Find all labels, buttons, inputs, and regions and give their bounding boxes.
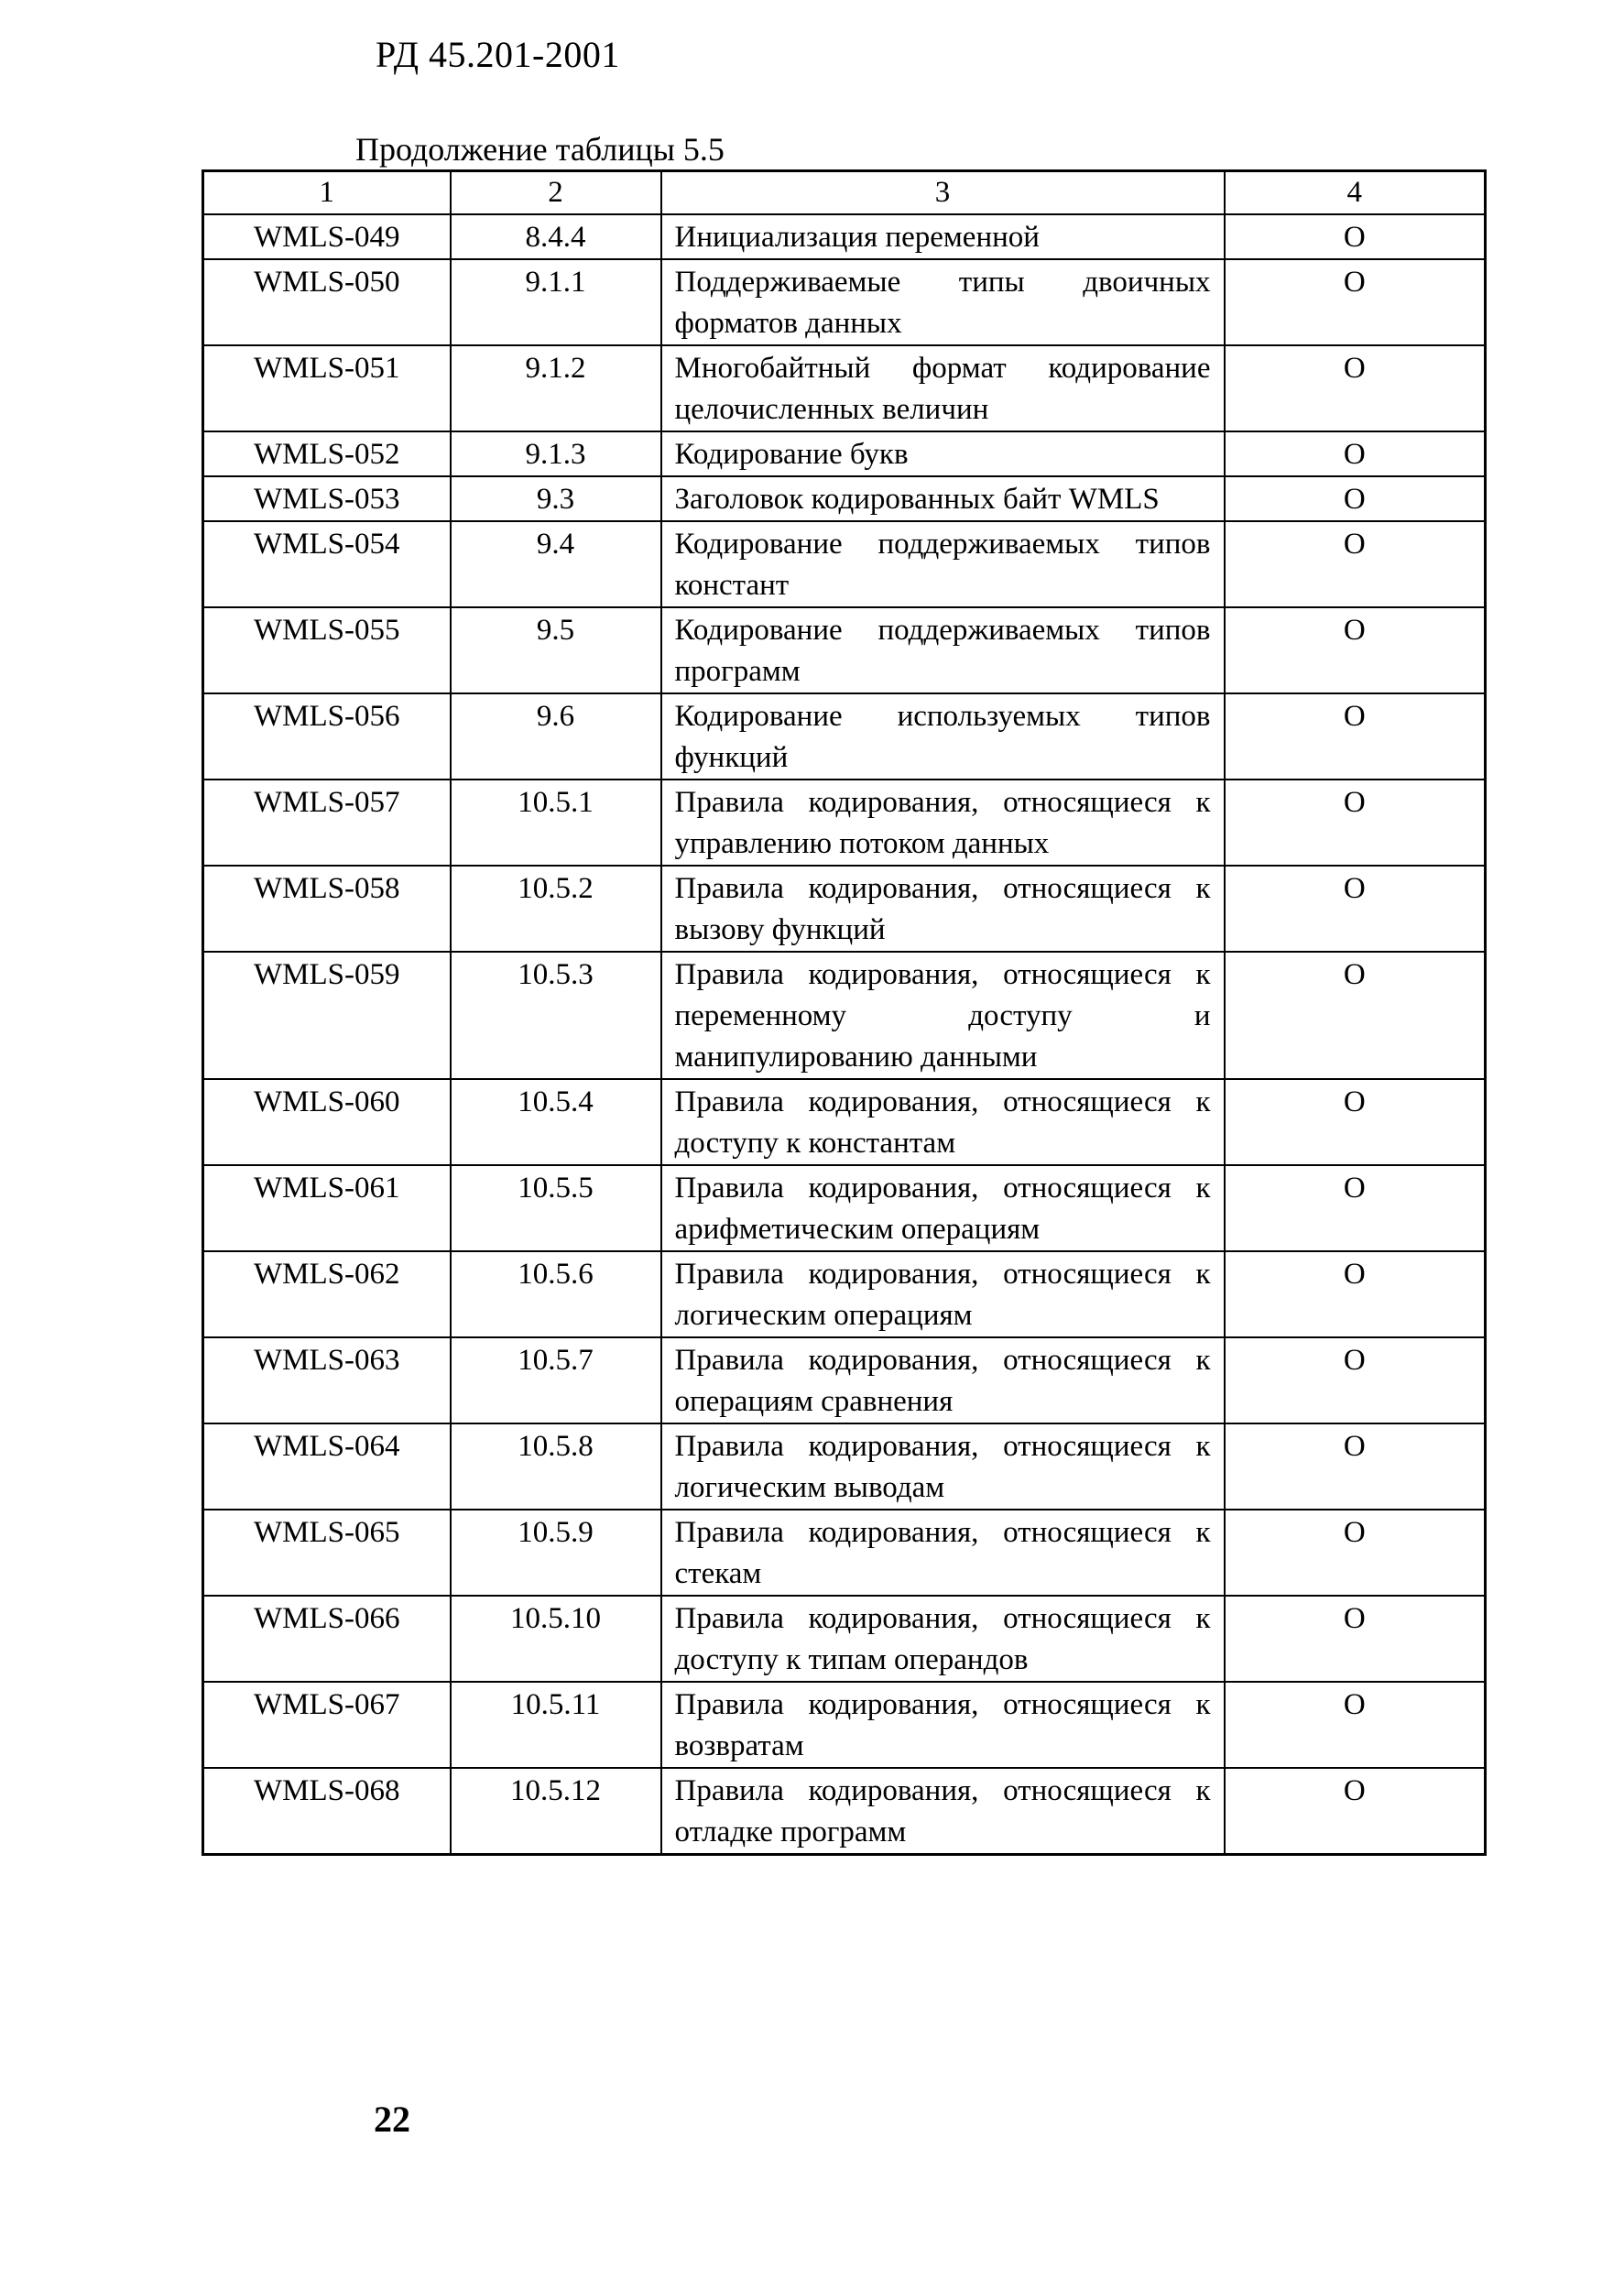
status-cell: O [1225, 431, 1486, 476]
section-cell: 10.5.7 [451, 1337, 661, 1423]
requirement-id-cell: WMLS-051 [203, 345, 451, 431]
table-row [203, 780, 1486, 866]
section-cell: 9.1.3 [451, 431, 661, 476]
status-cell: O [1225, 1510, 1486, 1596]
requirement-id-cell: WMLS-068 [203, 1768, 451, 1855]
section-cell: 9.4 [451, 521, 661, 607]
table-row [203, 259, 1486, 345]
table-row [203, 1768, 1486, 1855]
table-row [203, 431, 1486, 476]
description-cell: Правила кодирования, относящиеся к доступу к константам [661, 1079, 1225, 1165]
table-row [203, 1165, 1486, 1251]
section-cell: 10.5.12 [451, 1768, 661, 1855]
description-cell: Правила кодирования, относящиеся к стекам [661, 1510, 1225, 1596]
status-cell: O [1225, 866, 1486, 952]
status-cell: O [1225, 1337, 1486, 1423]
table-body [203, 214, 1486, 1855]
status-cell: O [1225, 1079, 1486, 1165]
requirement-id-cell: WMLS-066 [203, 1596, 451, 1682]
document-code: РД 45.201-2001 [376, 34, 620, 75]
table-row [203, 1423, 1486, 1510]
description-cell: Правила кодирования, относящиеся к операциям сравнения [661, 1337, 1225, 1423]
section-cell: 10.5.8 [451, 1423, 661, 1510]
requirements-table [202, 169, 1487, 1856]
description-cell: Кодирование поддерживаемых типов констант [661, 521, 1225, 607]
column-header-1: 1 [203, 171, 451, 215]
description-cell: Правила кодирования, относящиеся к логическим операциям [661, 1251, 1225, 1337]
table-header [203, 171, 1486, 215]
status-cell: O [1225, 607, 1486, 693]
page-number: 22 [374, 2099, 410, 2140]
table-row [203, 1079, 1486, 1165]
requirement-id-cell: WMLS-063 [203, 1337, 451, 1423]
section-cell: 10.5.10 [451, 1596, 661, 1682]
requirement-id-cell: WMLS-054 [203, 521, 451, 607]
status-cell: O [1225, 214, 1486, 259]
column-header-3: 3 [661, 171, 1225, 215]
section-cell: 10.5.11 [451, 1682, 661, 1768]
requirement-id-cell: WMLS-061 [203, 1165, 451, 1251]
description-cell: Многобайтный формат кодирование целочисленных величин [661, 345, 1225, 431]
requirement-id-cell: WMLS-049 [203, 214, 451, 259]
description-cell: Кодирование поддерживаемых типов программ [661, 607, 1225, 693]
status-cell: O [1225, 1165, 1486, 1251]
section-cell: 9.3 [451, 476, 661, 521]
requirement-id-cell: WMLS-053 [203, 476, 451, 521]
section-cell: 9.1.2 [451, 345, 661, 431]
requirement-id-cell: WMLS-064 [203, 1423, 451, 1510]
column-header-2: 2 [451, 171, 661, 215]
section-cell: 10.5.5 [451, 1165, 661, 1251]
section-cell: 10.5.1 [451, 780, 661, 866]
requirement-id-cell: WMLS-067 [203, 1682, 451, 1768]
table-row [203, 1510, 1486, 1596]
section-cell: 10.5.9 [451, 1510, 661, 1596]
description-cell: Правила кодирования, относящиеся к возвратам [661, 1682, 1225, 1768]
description-cell: Поддерживаемые типы двоичных форматов данных [661, 259, 1225, 345]
status-cell: O [1225, 952, 1486, 1079]
table-row [203, 1682, 1486, 1768]
requirement-id-cell: WMLS-058 [203, 866, 451, 952]
description-cell: Правила кодирования, относящиеся к переменному доступу и манипулированию данными [661, 952, 1225, 1079]
table-row [203, 866, 1486, 952]
section-cell: 10.5.3 [451, 952, 661, 1079]
table-row [203, 693, 1486, 780]
table-caption: Продолжение таблицы 5.5 [355, 131, 725, 168]
description-cell: Правила кодирования, относящиеся к доступу к типам операндов [661, 1596, 1225, 1682]
table-row [203, 521, 1486, 607]
table-row [203, 607, 1486, 693]
description-cell: Правила кодирования, относящиеся к вызову функций [661, 866, 1225, 952]
requirement-id-cell: WMLS-057 [203, 780, 451, 866]
status-cell: O [1225, 693, 1486, 780]
description-cell: Правила кодирования, относящиеся к арифметическим операциям [661, 1165, 1225, 1251]
requirement-id-cell: WMLS-050 [203, 259, 451, 345]
status-cell: O [1225, 259, 1486, 345]
section-cell: 9.1.1 [451, 259, 661, 345]
description-cell: Правила кодирования, относящиеся к логическим выводам [661, 1423, 1225, 1510]
table-row [203, 1337, 1486, 1423]
status-cell: O [1225, 1682, 1486, 1768]
description-cell: Кодирование используемых типов функций [661, 693, 1225, 780]
description-cell: Правила кодирования, относящиеся к управлению потоком данных [661, 780, 1225, 866]
status-cell: O [1225, 1251, 1486, 1337]
section-cell: 8.4.4 [451, 214, 661, 259]
status-cell: O [1225, 1768, 1486, 1855]
status-cell: O [1225, 1596, 1486, 1682]
requirements-table-container [202, 169, 1484, 1856]
requirement-id-cell: WMLS-056 [203, 693, 451, 780]
table-row [203, 1251, 1486, 1337]
description-cell: Инициализация переменной [661, 214, 1225, 259]
table-row [203, 345, 1486, 431]
section-cell: 10.5.2 [451, 866, 661, 952]
requirement-id-cell: WMLS-059 [203, 952, 451, 1079]
status-cell: O [1225, 476, 1486, 521]
table-row [203, 476, 1486, 521]
table-row [203, 952, 1486, 1079]
requirement-id-cell: WMLS-060 [203, 1079, 451, 1165]
section-cell: 10.5.6 [451, 1251, 661, 1337]
description-cell: Правила кодирования, относящиеся к отладке программ [661, 1768, 1225, 1855]
status-cell: O [1225, 521, 1486, 607]
column-header-4: 4 [1225, 171, 1486, 215]
section-cell: 10.5.4 [451, 1079, 661, 1165]
description-cell: Кодирование букв [661, 431, 1225, 476]
section-cell: 9.5 [451, 607, 661, 693]
section-cell: 9.6 [451, 693, 661, 780]
requirement-id-cell: WMLS-052 [203, 431, 451, 476]
table-row [203, 214, 1486, 259]
requirement-id-cell: WMLS-055 [203, 607, 451, 693]
requirement-id-cell: WMLS-065 [203, 1510, 451, 1596]
header-row [203, 171, 1486, 215]
requirement-id-cell: WMLS-062 [203, 1251, 451, 1337]
description-cell: Заголовок кодированных байт WMLS [661, 476, 1225, 521]
status-cell: O [1225, 1423, 1486, 1510]
status-cell: O [1225, 345, 1486, 431]
status-cell: O [1225, 780, 1486, 866]
table-row [203, 1596, 1486, 1682]
